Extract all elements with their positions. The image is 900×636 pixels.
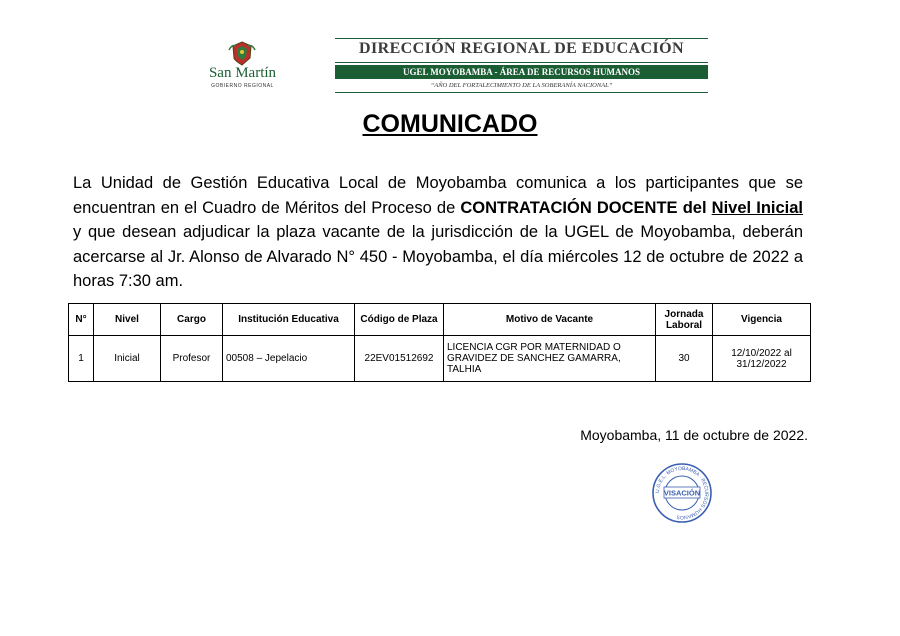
banner-subtitle-bar: UGEL MOYOBAMBA - ÁREA DE RECURSOS HUMANOS bbox=[335, 65, 708, 79]
para-bold-process: CONTRATACIÓN DOCENTE del bbox=[460, 198, 712, 217]
cell-workday: 30 bbox=[656, 336, 713, 382]
coat-of-arms-icon bbox=[227, 40, 257, 66]
gobierno-regional-logo bbox=[185, 38, 325, 94]
stamp-label: VISACIÓN bbox=[663, 488, 701, 498]
visacion-stamp bbox=[651, 462, 713, 524]
para-bold-level: Nivel Inicial bbox=[711, 198, 804, 217]
cell-validity: 12/10/2022 al 31/12/2022 bbox=[713, 336, 811, 382]
table-row bbox=[69, 336, 811, 382]
col-header-institution: Institución Educativa bbox=[223, 304, 355, 336]
announcement-paragraph bbox=[73, 171, 803, 294]
table-header-row bbox=[69, 304, 811, 336]
col-header-validity: Vigencia bbox=[713, 304, 811, 336]
col-header-level: Nivel bbox=[94, 304, 161, 336]
cell-number: 1 bbox=[69, 336, 94, 382]
col-header-number: N° bbox=[69, 304, 94, 336]
vacancy-table bbox=[68, 303, 811, 382]
banner-mid-rule bbox=[335, 62, 708, 63]
cell-vacancy-reason: LICENCIA CGR POR MATERNIDAD O GRAVIDEZ DE SANCHEZ GAMARRA, TALHIA bbox=[444, 336, 656, 382]
letterhead bbox=[185, 38, 708, 94]
para-text-2: y que desean adjudicar la plaza vacante de la jurisdicción de la UGEL de Moyobamba, deberán acercarse al Jr. Alonso de Alvarado N° 450 - Moyobamba, el día miércoles 12 de octubre de 2022 a horas 7:30 am. bbox=[73, 223, 803, 290]
page-title: COMUNICADO bbox=[362, 110, 538, 138]
date-line: Moyobamba, 11 de octubre de 2022. bbox=[580, 427, 808, 443]
banner-bottom-rule bbox=[335, 92, 708, 93]
cell-position: Profesor bbox=[161, 336, 223, 382]
cell-plaza-code: 22EV01512692 bbox=[355, 336, 444, 382]
banner-top-rule bbox=[335, 38, 708, 39]
logo-subtitle: GOBIERNO REGIONAL bbox=[211, 83, 274, 89]
banner-title: DIRECCIÓN REGIONAL DE EDUCACIÓN bbox=[359, 40, 684, 57]
logo-name: San Martín bbox=[208, 65, 277, 81]
institution-banner bbox=[335, 38, 708, 94]
col-header-workday: Jornada Laboral bbox=[656, 304, 713, 336]
col-header-plaza-code: Código de Plaza bbox=[355, 304, 444, 336]
cell-level: Inicial bbox=[94, 336, 161, 382]
banner-motto: “AÑO DEL FORTALECIMIENTO DE LA SOBERANÍA NACIONAL” bbox=[430, 82, 613, 89]
col-header-vacancy-reason: Motivo de Vacante bbox=[444, 304, 656, 336]
para-text-1: La Unidad de Gestión Educativa Local de Moyobamba comunica a los participantes que se encuentran en el Cuadro de Méritos del Proceso de bbox=[73, 174, 803, 217]
stamp-ring-text: U.G.E.L. MOYOBAMBA · RECURSOS HUMANOS bbox=[654, 465, 710, 521]
cell-institution: 00508 – Jepelacio bbox=[223, 336, 355, 382]
col-header-position: Cargo bbox=[161, 304, 223, 336]
